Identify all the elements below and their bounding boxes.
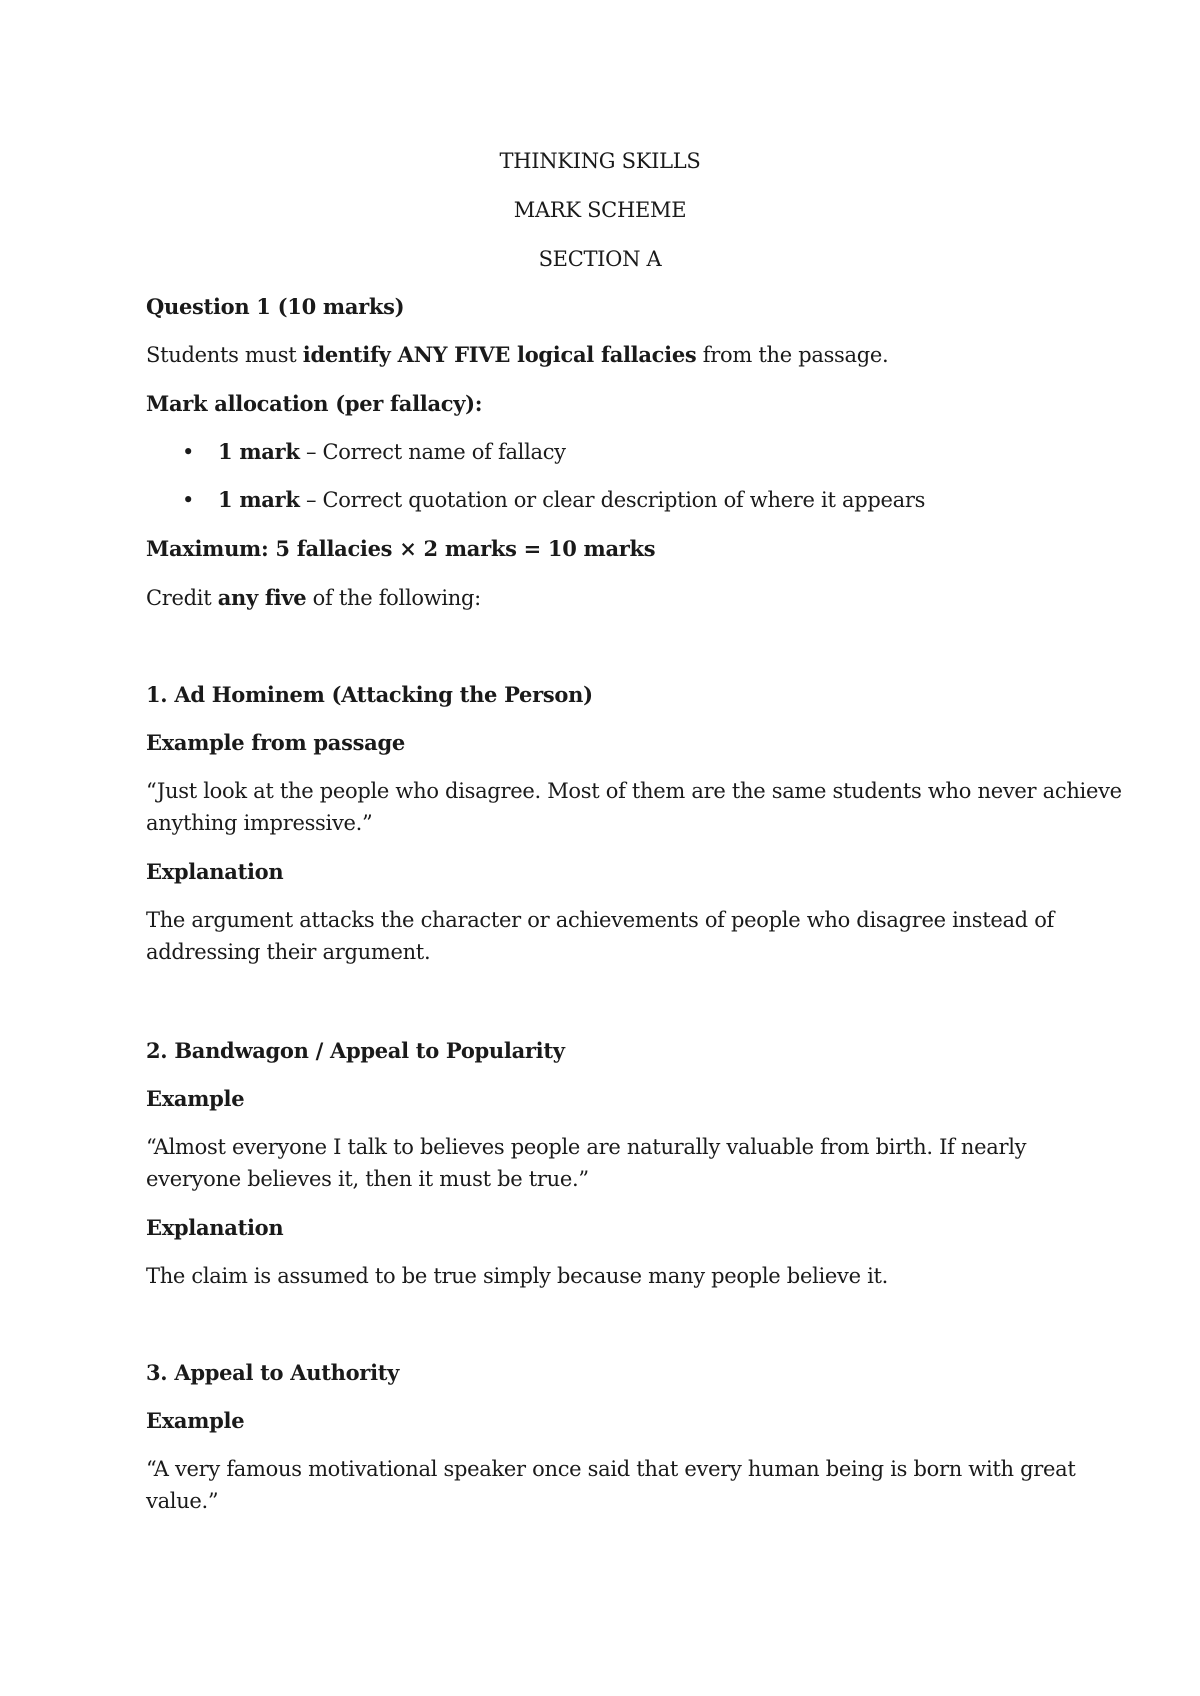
explanation-line: The argument attacks the character or achievements of people who disagree instead of: [146, 908, 1055, 932]
question-instruction: [146, 339, 1076, 371]
credit-text-bold: any five: [217, 585, 307, 610]
example-label: Example from passage: [146, 730, 405, 755]
example-quote-line: everyone believes it, then it must be true.”: [146, 1167, 589, 1191]
bullet-mark: 1 mark: [218, 439, 300, 464]
instruction-text-post: from the passage.: [696, 343, 889, 367]
bullet-mark: 1 mark: [218, 487, 300, 512]
explanation-line: addressing their argument.: [146, 940, 431, 964]
bullet-item: [218, 484, 1148, 516]
example-quote-line: “A very famous motivational speaker once said that every human being is born with great: [146, 1457, 1076, 1481]
bullet-item: [218, 436, 1148, 468]
example-quote-line: “Just look at the people who disagree. Most of them are the same students who never achieve: [146, 779, 1122, 803]
credit-text-post: of the following:: [306, 586, 481, 610]
explanation-label: Explanation: [146, 859, 284, 884]
fallacy-title: 2. Bandwagon / Appeal to Popularity: [146, 1038, 565, 1063]
explanation-label: Explanation: [146, 1215, 284, 1240]
example-quote-line: “Almost everyone I talk to believes people are naturally valuable from birth. If nearly: [146, 1135, 1027, 1159]
document-title: THINKING SKILLS: [499, 149, 701, 173]
bullet-marker: •: [182, 488, 195, 512]
example-quote-line: anything impressive.”: [146, 811, 373, 835]
instruction-text-bold: identify ANY FIVE logical fallacies: [302, 342, 697, 367]
allocation-heading: Mark allocation (per fallacy):: [146, 391, 483, 416]
credit-text-pre: Credit: [146, 586, 218, 610]
bullet-text: – Correct name of fallacy: [299, 440, 566, 464]
example-quote-line: value.”: [146, 1489, 219, 1513]
section-heading: SECTION A: [538, 247, 662, 271]
bullet-marker: •: [182, 440, 195, 464]
example-label: Example: [146, 1408, 245, 1433]
instruction-text-pre: Students must: [146, 343, 303, 367]
example-label: Example: [146, 1086, 245, 1111]
fallacy-title: 1. Ad Hominem (Attacking the Person): [146, 682, 593, 707]
question-heading: Question 1 (10 marks): [146, 294, 405, 319]
maximum-marks: Maximum: 5 fallacies × 2 marks = 10 marks: [146, 536, 656, 561]
document-subtitle: MARK SCHEME: [513, 198, 687, 222]
fallacy-title: 3. Appeal to Authority: [146, 1360, 400, 1385]
bullet-text: – Correct quotation or clear description of where it appears: [299, 488, 926, 512]
explanation-line: The claim is assumed to be true simply because many people believe it.: [146, 1264, 889, 1288]
credit-instruction: [146, 582, 1076, 614]
